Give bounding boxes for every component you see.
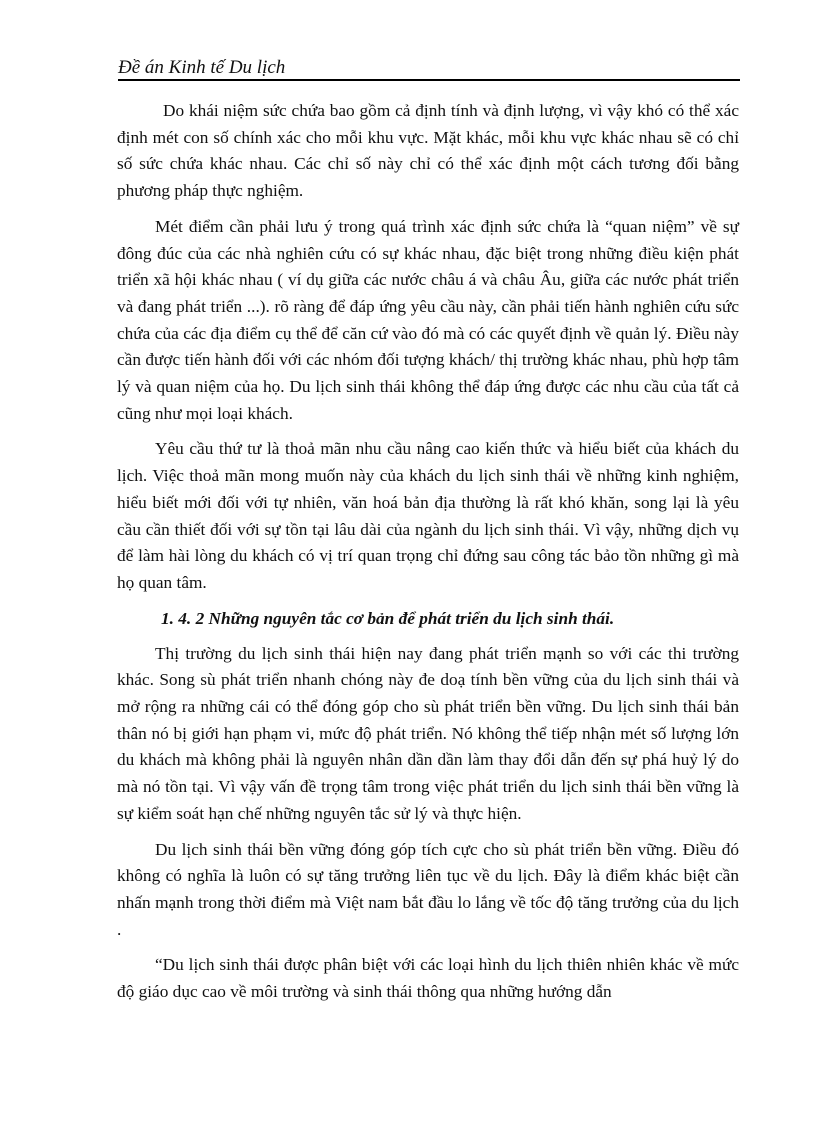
page-header: [118, 56, 740, 80]
document-title: Đề án Kinh tế Du lịch: [118, 57, 286, 78]
header-divider: [118, 79, 740, 81]
document-body: [117, 98, 739, 1006]
paragraph-knowledge-requirement: Yêu cầu thứ tư là thoả mãn nhu cầu nâng cao kiến thức và hiểu biết của khách du lịch. Việc thoả mãn mong muốn này của khách du lịch sinh thái về những kinh nghiệm, hiểu biết mới đối với tự nhiên, văn hoá bản địa thường là rất khó khăn, song lại là yêu cầu cần thiết đối với sự tồn tại lâu dài của ngành du lịch sinh thái. Vì vậy, những dịch vụ để làm hài lòng du khách có vị trí quan trọng chỉ đứng sau công tác bảo tồn những gì mà họ quan tâm.: [117, 439, 739, 592]
section-heading: 1. 4. 2 Những nguyên tắc cơ bản để phát triển du lịch sinh thái.: [161, 608, 615, 628]
paragraph-crowding-perception: Mét điểm cần phải lưu ý trong quá trình xác định sức chứa là “quan niệm” về sự đông đúc của các nhà nghiên cứu có sự khác nhau, đặc biệt trong những điều kiện phát triển xã hội khác nhau ( ví dụ giữa các nước châu á và châu Âu, giữa các nước phát triển và đang phát triển ...). rõ ràng để đáp ứng yêu cầu này, cần phải tiến hành nghiên cứu sức chứa của các địa điểm cụ thể để căn cứ vào đó mà có các quyết định về quản lý. Điều này cần được tiến hành đối với các nhóm đối tượng khách/ thị trường khác nhau, phù hợp tâm lý và quan niệm của họ. Du lịch sinh thái không thể đáp ứng được các nhu cầu của tất cả cũng như mọi loại khách.: [117, 216, 739, 423]
paragraph-carrying-capacity: Do khái niệm sức chứa bao gồm cả định tính và định lượng, vì vậy khó có thể xác định mét con số chính xác cho mỗi khu vực. Mặt khác, mỗi khu vực khác nhau sẽ có chỉ số sức chứa khác nhau. Các chỉ số này chỉ có thể xác định một cách tương đối bằng phương pháp thực nghiệm.: [117, 101, 739, 201]
paragraph-ecotourism-distinction: “Du lịch sinh thái được phân biệt với các loại hình du lịch thiên nhiên khác về mức độ giáo dục cao về môi trường và sinh thái thông qua những hướng dẫn: [117, 955, 739, 1002]
paragraph-sustainable-contribution: Du lịch sinh thái bền vững đóng góp tích cực cho sù phát triển bền vững. Điều đó không có nghĩa là luôn có sự tăng trưởng liên tục về du lịch. Đây là điểm khác biệt cần nhấn mạnh trong thời điểm mà Việt nam bắt đầu lo lắng về tốc độ tăng trưởng của du lịch .: [117, 839, 739, 939]
paragraph-market-growth: Thị trường du lịch sinh thái hiện nay đang phát triển mạnh so với các thi trường khác. Song sù phát triển nhanh chóng này đe doạ tính bền vững của du lịch sinh thái và mở rộng ra những cái có thể đóng góp cho sù phát triển bền vững. Du lịch sinh thái bản thân nó bị giới hạn phạm vi, mức độ phát triển. Nó không thể tiếp nhận mét số lượng lớn du khách mà không phải là nguyên nhân dần dần làm thay đổi dẫn đến sự phá huỷ lý do mà nó tồn tại. Vì vậy vấn đề trọng tâm trong việc phát triển du lịch sinh thái bền vững là sự kiểm soát hạn chế những nguyên tắc sử lý và thực hiện.: [117, 643, 739, 823]
